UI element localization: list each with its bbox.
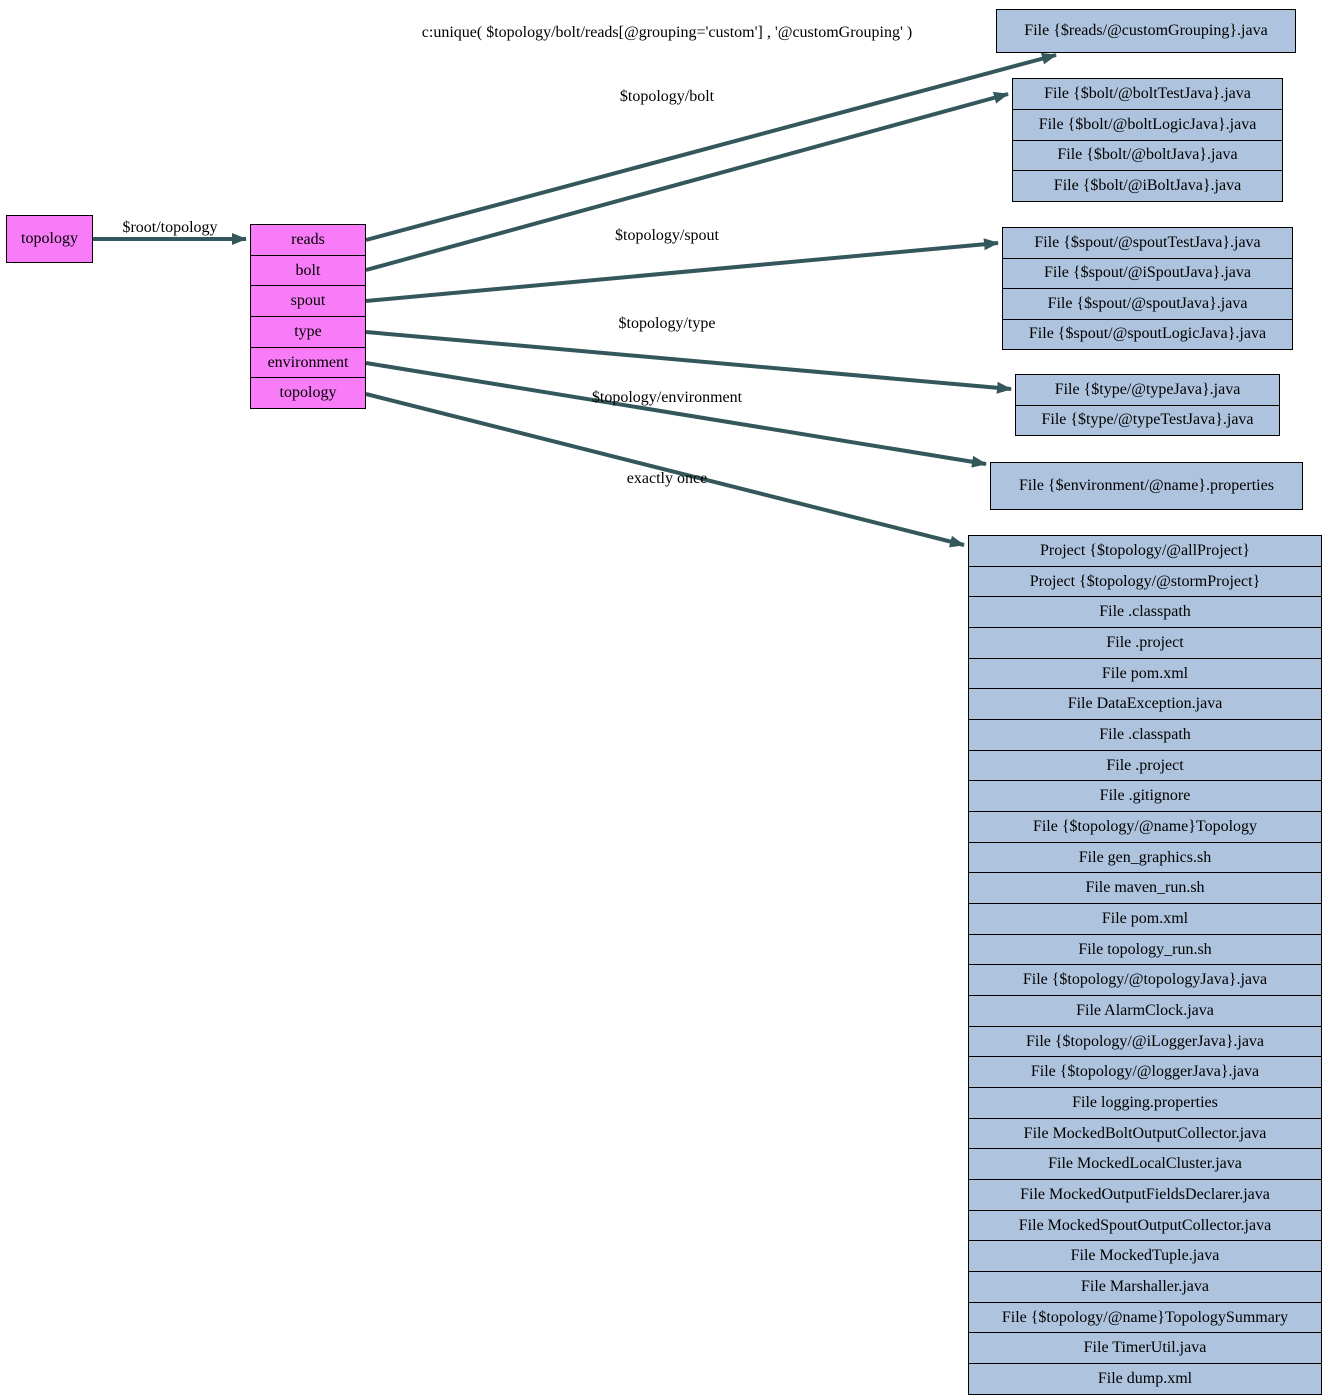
edge-label-type: $topology/type <box>618 315 716 332</box>
file-row: File logging.properties <box>969 1088 1321 1119</box>
file-row: File MockedBoltOutputCollector.java <box>969 1119 1321 1150</box>
node-reads-file <box>996 9 1296 53</box>
file-row: File {$topology/@name}TopologySummary <box>969 1303 1321 1334</box>
file-row: File pom.xml <box>969 659 1321 690</box>
edge-reads-file <box>366 55 1056 240</box>
node-environment-file <box>990 462 1303 510</box>
node-topology-root: topology <box>6 215 93 263</box>
topology-child-row: environment <box>251 348 365 379</box>
file-row: File {$reads/@customGrouping}.java <box>997 10 1295 52</box>
file-row: Project {$topology/@stormProject} <box>969 567 1321 598</box>
file-row: File {$bolt/@boltJava}.java <box>1013 141 1282 172</box>
file-row: File .classpath <box>969 597 1321 628</box>
node-bolt-files <box>1012 78 1283 202</box>
topology-child-row: spout <box>251 286 365 317</box>
edge-label-root-topology: $root/topology <box>122 219 218 236</box>
file-row: File topology_run.sh <box>969 935 1321 966</box>
file-row: File {$spout/@spoutLogicJava}.java <box>1003 320 1292 350</box>
edge-label-environment: $topology/environment <box>591 389 743 406</box>
file-row: File {$topology/@topologyJava}.java <box>969 965 1321 996</box>
file-row: File {$topology/@loggerJava}.java <box>969 1057 1321 1088</box>
topology-child-row: bolt <box>251 256 365 287</box>
file-row: File {$type/@typeJava}.java <box>1016 375 1279 406</box>
constraint-label: c:unique( $topology/bolt/reads[@grouping='custom'] , '@customGrouping' ) <box>421 24 913 41</box>
file-row: File {$bolt/@iBoltJava}.java <box>1013 171 1282 201</box>
file-row: File MockedSpoutOutputCollector.java <box>969 1211 1321 1242</box>
edge-spout-files <box>366 243 998 301</box>
file-row: File {$bolt/@boltTestJava}.java <box>1013 79 1282 110</box>
node-spout-files <box>1002 227 1293 350</box>
file-row: File {$bolt/@boltLogicJava}.java <box>1013 110 1282 141</box>
topology-child-row: type <box>251 317 365 348</box>
topology-child-row: reads <box>251 225 365 256</box>
file-row: File {$spout/@spoutJava}.java <box>1003 289 1292 320</box>
edge-label-spout: $topology/spout <box>614 227 720 244</box>
file-row: File MockedTuple.java <box>969 1241 1321 1272</box>
topology-child-row: topology <box>251 378 365 408</box>
file-row: File maven_run.sh <box>969 873 1321 904</box>
node-type-files <box>1015 374 1280 436</box>
file-row: File .classpath <box>969 720 1321 751</box>
node-topology-children <box>250 224 366 409</box>
file-row: File {$topology/@iLoggerJava}.java <box>969 1027 1321 1058</box>
file-row: File pom.xml <box>969 904 1321 935</box>
file-row: File AlarmClock.java <box>969 996 1321 1027</box>
file-row: File {$spout/@spoutTestJava}.java <box>1003 228 1292 259</box>
file-row: File {$type/@typeTestJava}.java <box>1016 406 1279 436</box>
file-row: File DataException.java <box>969 689 1321 720</box>
edge-label-exactly-once: exactly once <box>626 470 708 487</box>
file-row: File .project <box>969 751 1321 782</box>
file-row: File TimerUtil.java <box>969 1333 1321 1364</box>
file-row: File MockedOutputFieldsDeclarer.java <box>969 1180 1321 1211</box>
file-row: File {$topology/@name}Topology <box>969 812 1321 843</box>
file-row: File {$environment/@name}.properties <box>991 463 1302 509</box>
file-row: File dump.xml <box>969 1364 1321 1394</box>
file-row: File .project <box>969 628 1321 659</box>
edge-label-bolt: $topology/bolt <box>619 88 715 105</box>
file-row: File {$spout/@iSpoutJava}.java <box>1003 259 1292 290</box>
file-row: File MockedLocalCluster.java <box>969 1149 1321 1180</box>
file-row: File gen_graphics.sh <box>969 843 1321 874</box>
file-row: File Marshaller.java <box>969 1272 1321 1303</box>
file-row: File .gitignore <box>969 781 1321 812</box>
node-project-files <box>968 535 1322 1395</box>
file-row: Project {$topology/@allProject} <box>969 536 1321 567</box>
